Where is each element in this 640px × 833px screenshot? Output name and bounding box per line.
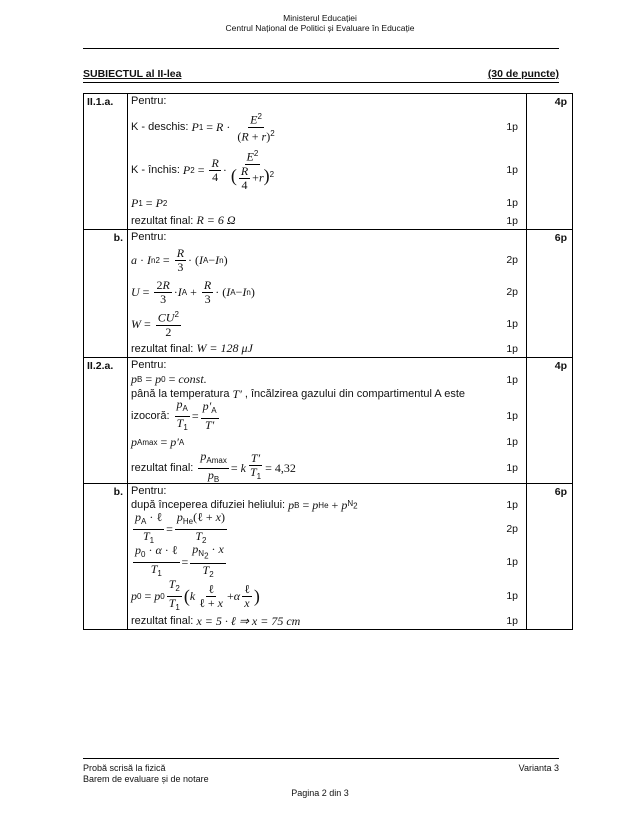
text-fragment: , încălzirea gazului din compartimentul A este <box>244 388 466 400</box>
result-label: rezultat final: <box>131 615 194 627</box>
k-closed-label: K - închis: <box>131 164 180 176</box>
line-points: 1p <box>506 499 518 511</box>
page-header <box>0 13 640 33</box>
line-points: 1p <box>506 462 518 474</box>
line-points: 1p <box>506 342 518 355</box>
result-line <box>128 613 526 629</box>
item-total: 6p <box>527 484 573 630</box>
item-total: 6p <box>527 230 573 358</box>
result-value: 4,32 <box>274 460 296 475</box>
barem-name: Barem de evaluare și de notare <box>83 774 209 784</box>
line-points: 1p <box>506 436 518 448</box>
footer-rule <box>83 758 559 759</box>
result-label: rezultat final: <box>131 214 194 227</box>
line-points: 1p <box>506 318 518 330</box>
line-points: 1p <box>506 590 518 602</box>
formula-line: după începerea difuziei heliului: p B = p He + p $N_2$ 1p <box>131 497 518 512</box>
formula-line: K - închis: P 2 = $\frac{R}{4}$ · $E^2$ ( $\frac{R}{4}$ +r)$^2$ 1p <box>131 149 518 192</box>
item-total: 4p <box>527 358 573 484</box>
line-points: 1p <box>506 214 518 227</box>
formula-line: P 1 = P 2 1p <box>131 195 518 210</box>
formula-line: $\frac{p_A \cdot \ell}{T_1}$ = $\frac{p_{He}(\ell + x)}{T_2}$ 2p <box>135 510 518 545</box>
header-rule <box>83 48 559 49</box>
text-line: până la temperatura T′ , încălzirea gazului din compartimentul A este <box>131 386 466 401</box>
result-value: R = 6 Ω <box>196 213 236 227</box>
formula-line: p Amax = p′ A 1p <box>131 434 518 449</box>
item-content <box>128 94 527 230</box>
line-points: 1p <box>506 556 518 568</box>
pentru-label: Pentru: <box>131 359 167 371</box>
item-number: II.1.a. <box>84 94 128 230</box>
ministry-name: Ministerul Educației <box>283 13 357 23</box>
text-fragment: până la temperatura <box>131 388 230 400</box>
subject-rule <box>83 82 559 83</box>
result-line: rezultat final: $\frac{p_{Amax}}{p_B}$ = k $\frac{T'}{T_1}$ = 4,32 1p <box>131 449 518 484</box>
result-label: rezultat final: <box>131 342 194 355</box>
table-row <box>84 358 573 484</box>
line-points: 1p <box>506 197 518 209</box>
grading-table <box>83 93 573 630</box>
line-points: 2p <box>506 254 518 266</box>
pentru-label: Pentru: <box>131 484 167 497</box>
line-points: 1p <box>506 373 518 386</box>
center-name: Centrul Național de Politici și Evaluare în Educație <box>225 23 415 33</box>
table-row <box>84 484 573 630</box>
item-content <box>128 484 527 630</box>
subject-title: SUBIECTUL al II-lea <box>83 68 182 80</box>
result-value: x = 5 · ℓ ⇒ x = 75 cm <box>196 613 301 628</box>
pentru-label: Pentru: <box>131 231 167 243</box>
formula-line: izocoră: $\frac{p_A}{T_1}$ = $\frac{p'_A}{T'}$ 1p <box>131 397 518 432</box>
line-points: 1p <box>506 410 518 422</box>
line-points: 1p <box>506 121 518 133</box>
item-number: b. <box>84 230 128 358</box>
formula-line: K - deschis: P 1 = R · $\frac{E^2}{(R + r)^2}$ 1p <box>131 111 518 144</box>
item-number: II.2.a. <box>84 358 128 484</box>
result-line <box>128 340 526 357</box>
pentru-label: Pentru: <box>131 95 167 107</box>
item-total: 4p <box>527 94 573 230</box>
line-points: 1p <box>506 164 518 176</box>
text-fragment: după începerea difuziei heliului: <box>131 499 286 511</box>
result-line <box>128 212 526 229</box>
item-content <box>128 230 527 358</box>
line-points: 2p <box>506 523 518 535</box>
line-points: 1p <box>506 615 518 627</box>
formula-line: p 0 = p 0 $\frac{T_2}{T_1}$ ( k $\frac{\text{ℓ}}{\text{ℓ + x}}$ + α $\frac{\text{ℓ}}{x}$ ) 1p <box>131 577 518 612</box>
formula-line: W = $\frac{CU^2}{2}$ 1p <box>131 310 518 339</box>
result-value: W = 128 μJ <box>196 341 253 355</box>
item-number: b. <box>84 484 128 630</box>
formula-line: U = $\frac{2R}{3}$ · I A + $\frac{R}{3}$ · ( I A − I n ) 2p <box>131 277 518 306</box>
result-label: rezultat final: <box>131 462 194 474</box>
table-row <box>84 94 573 230</box>
const-word: const. <box>178 372 207 386</box>
footer-left <box>83 763 209 785</box>
exam-name: Probă scrisă la fizică <box>83 763 166 773</box>
formula-line: $\frac{p_0 \cdot \alpha \cdot \ell}{T_1}$ = $\frac{p_{N_2} \cdot x}{T_2}$ 1p <box>135 542 518 579</box>
isochoric-label: izocoră: <box>131 410 170 422</box>
table-row <box>84 230 573 358</box>
subject-heading <box>83 68 559 80</box>
variant-label: Varianta 3 <box>518 763 559 773</box>
k-open-label: K - deschis: <box>131 121 189 133</box>
item-content <box>128 358 527 484</box>
formula-line: p B = p 0 = const. 1p <box>131 372 518 386</box>
line-points: 2p <box>506 286 518 298</box>
page-number: Pagina 2 din 3 <box>291 788 349 798</box>
formula-line: a · I n 2 = $\frac{R}{3}$ · ( I A − I n ) 2p <box>131 245 518 274</box>
subject-points: (30 de puncte) <box>487 68 559 80</box>
